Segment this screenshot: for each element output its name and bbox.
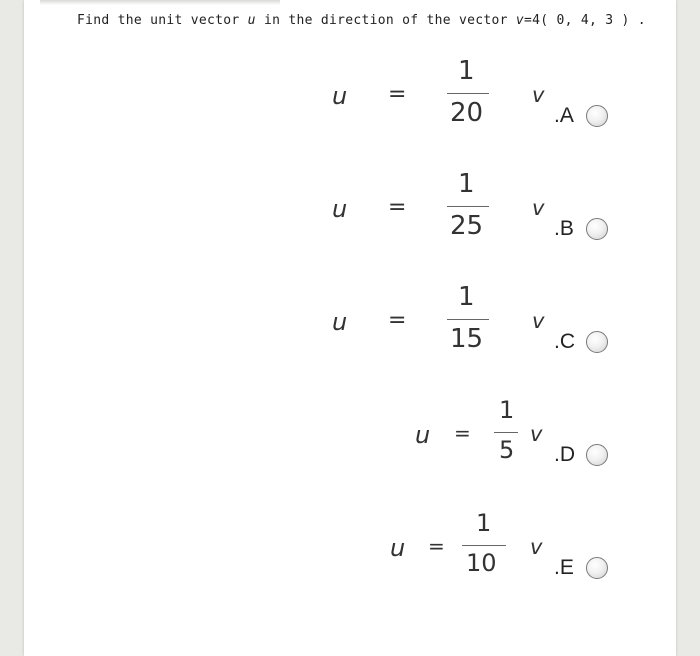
fraction-numerator: 1 [499, 396, 515, 424]
fraction-numerator: 1 [458, 56, 475, 86]
option-radio-d[interactable] [586, 444, 608, 466]
option-vector: v [532, 196, 545, 220]
question-middle: in the direction of the vector [255, 13, 516, 28]
question-text [77, 13, 646, 28]
fraction-bar [494, 432, 518, 433]
option-letter: .D [554, 443, 575, 466]
fraction-denominator: 5 [499, 436, 515, 464]
option-letter: .B [554, 217, 574, 240]
option-equals: = [388, 82, 407, 107]
option-vector: v [530, 535, 543, 559]
option-lhs: u [415, 421, 431, 449]
option-radio-b[interactable] [586, 218, 608, 240]
option-equals: = [388, 195, 407, 220]
fraction-bar [447, 206, 489, 207]
option-radio-c[interactable] [586, 331, 608, 353]
option-vector: v [530, 422, 543, 446]
fraction-numerator: 1 [476, 509, 492, 537]
option-letter: .A [554, 104, 574, 127]
option-letter: .C [554, 330, 575, 353]
fraction-denominator: 15 [450, 324, 484, 354]
fraction-denominator: 20 [450, 98, 484, 128]
fraction-bar [447, 93, 489, 94]
option-vector: v [532, 83, 545, 107]
question-v-symbol: v [515, 13, 525, 28]
option-radio-a[interactable] [586, 105, 608, 127]
fraction-denominator: 10 [466, 549, 497, 577]
option-lhs: u [332, 195, 348, 223]
question-vector-value: =4( 0, 4, 3 ) . [524, 13, 646, 28]
fraction-numerator: 1 [458, 282, 475, 312]
option-lhs: u [390, 534, 406, 562]
fraction-denominator: 25 [450, 211, 484, 241]
option-equals: = [454, 421, 471, 445]
fraction-bar [447, 319, 489, 320]
question-card [24, 0, 676, 656]
question-prefix: Find the unit vector [77, 13, 248, 28]
option-lhs: u [332, 82, 348, 110]
option-vector: v [532, 309, 545, 333]
question-u-symbol: u [247, 13, 256, 28]
option-equals: = [428, 534, 445, 558]
option-radio-e[interactable] [586, 557, 608, 579]
option-letter: .E [554, 556, 574, 579]
top-shadow [40, 0, 280, 5]
option-lhs: u [332, 308, 348, 336]
fraction-numerator: 1 [458, 169, 475, 199]
option-equals: = [388, 308, 407, 333]
fraction-bar [462, 545, 506, 546]
